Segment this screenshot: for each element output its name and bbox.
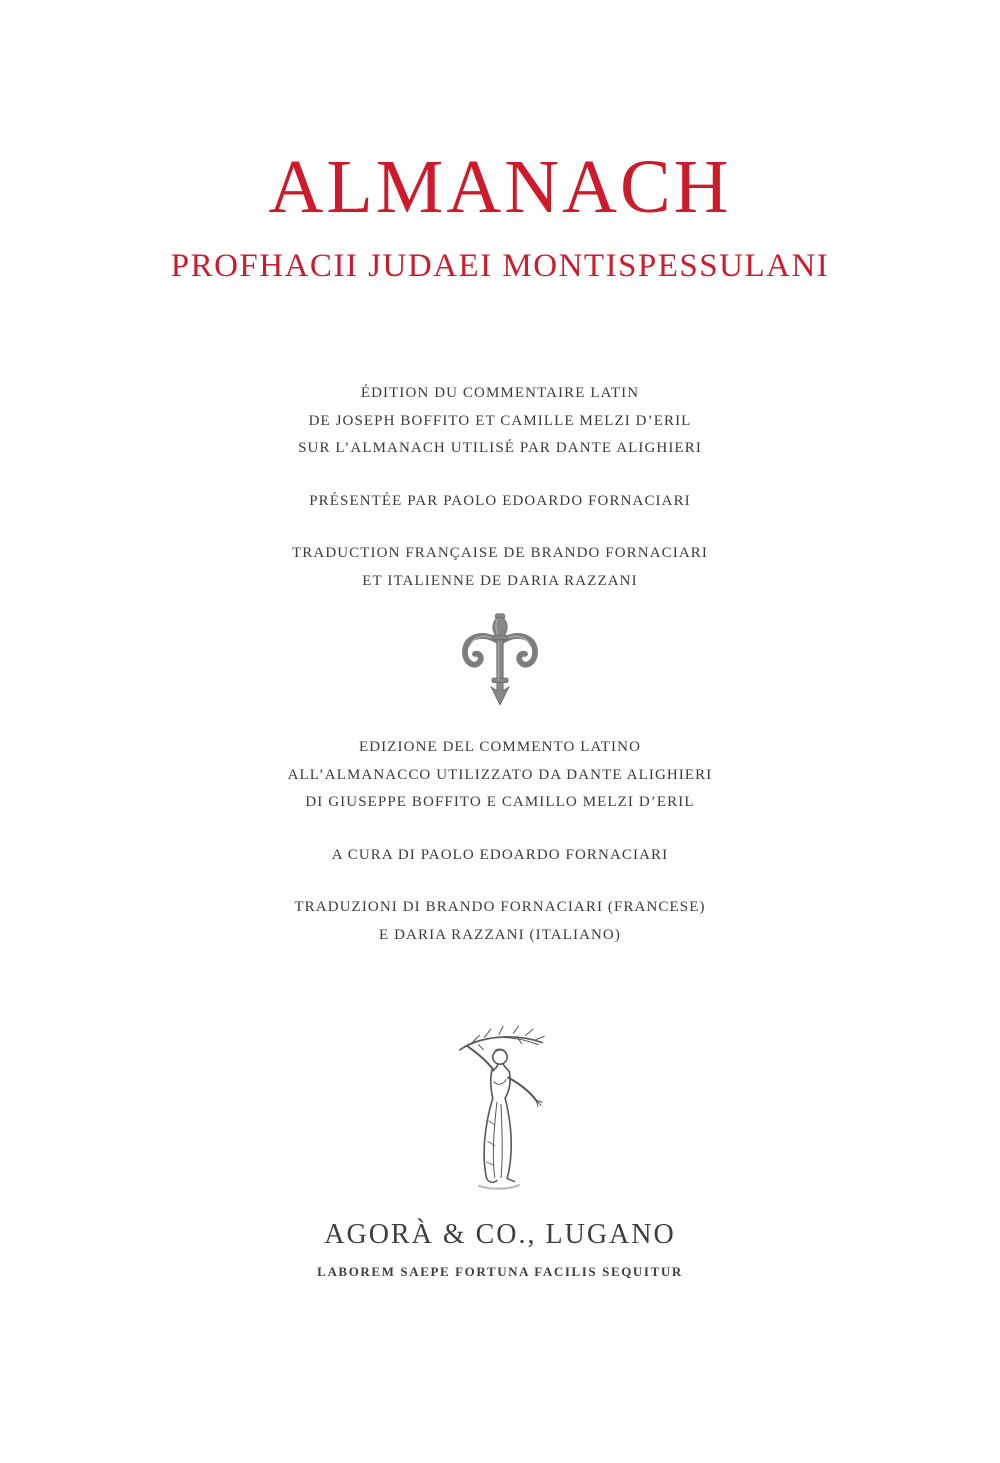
- publisher-name: AGORÀ & CO., LUGANO: [324, 1219, 676, 1250]
- french-presented-by: [0, 488, 1000, 516]
- text-line: EDIZIONE DEL COMMENTO LATINO: [358, 739, 641, 755]
- italian-translation-credit: [0, 894, 1000, 949]
- italian-edition-statement: [0, 734, 1000, 817]
- text-line: ALL’ALMANACCO UTILIZZATO DA DANTE ALIGHIERI: [287, 766, 713, 783]
- text-line: TRADUCTION FRANÇAISE DE BRANDO FORNACIARI: [292, 545, 708, 561]
- text-line: TRADUZIONI DI BRANDO FORNACIARI (FRANCESE): [294, 899, 706, 915]
- french-edition-statement: [0, 380, 1000, 463]
- french-translation-credit: [0, 540, 1000, 595]
- text-line: E DARIA RAZZANI (ITALIANO): [379, 926, 621, 943]
- publisher-emblem-figure-icon: [0, 1022, 1000, 1202]
- publisher-motto: LABOREM SAEPE FORTUNA FACILIS SEQUITUR: [317, 1264, 683, 1279]
- text-line: SUR L’ALMANACH UTILISÉ PAR DANTE ALIGHIERI: [298, 440, 702, 456]
- page-subtitle: PROFHACII JUDAEI MONTISPESSULANI: [170, 248, 830, 284]
- page-title: ALMANACH: [268, 145, 732, 229]
- text-line: PRÉSENTÉE PAR PAOLO EDOARDO FORNACIARI: [309, 493, 691, 509]
- text-line: A CURA DI PAOLO EDOARDO FORNACIARI: [331, 847, 669, 863]
- text-line: ÉDITION DU COMMENTAIRE LATIN: [360, 385, 640, 401]
- text-line: DI GIUSEPPE BOFFITO E CAMILLO MELZI D’ERIL: [305, 794, 695, 810]
- fleur-de-lis-ornament-icon: [0, 612, 1000, 717]
- text-line: DE JOSEPH BOFFITO ET CAMILLE MELZI D’ERIL: [308, 412, 692, 429]
- text-line: ET ITALIENNE DE DARIA RAZZANI: [362, 572, 638, 589]
- italian-curated-by: [0, 842, 1000, 870]
